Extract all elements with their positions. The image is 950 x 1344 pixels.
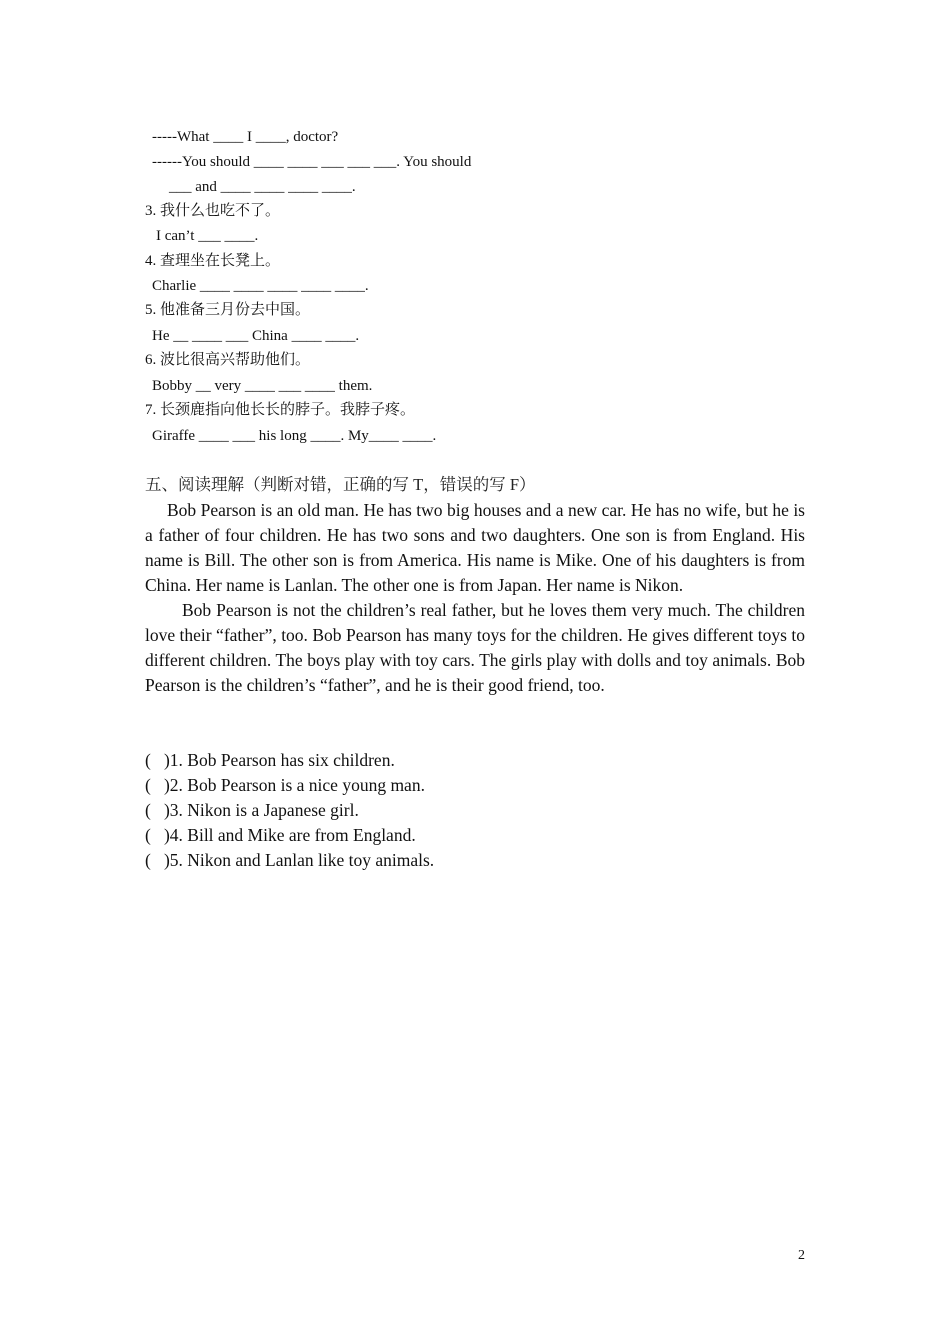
- dialogue-line-you-should: ------You should ____ ____ ___ ___ ___. You should: [152, 154, 472, 170]
- exercise-7-answer: Giraffe ____ ___ his long ____. My____ ____.: [152, 428, 437, 444]
- exercise-3-prompt: 3. 我什么也吃不了。: [145, 203, 281, 219]
- exercise-3-answer: I can’t ___ ____.: [156, 228, 259, 244]
- question-2: ( )2. Bob Pearson is a nice young man.: [145, 775, 425, 795]
- dialogue-line-continuation: ___ and ____ ____ ____ ____.: [169, 179, 356, 195]
- exercise-6-answer: Bobby __ very ____ ___ ____ them.: [152, 378, 373, 394]
- exercise-4-prompt: 4. 查理坐在长凳上。: [145, 253, 281, 269]
- page-number: 2: [798, 1248, 805, 1263]
- dialogue-line-what: -----What ____ I ____, doctor?: [152, 129, 339, 145]
- question-4: ( )4. Bill and Mike are from England.: [145, 825, 416, 845]
- passage-paragraph-1: Bob Pearson is an old man. He has two big houses and a new car. He has no wife, but he is a father of four children. He has two sons and two daughters. One son is from England. His name is Bill. The other son is from America. His name is Mike. One of his daughters is from China. Her name is Lanlan. The other one is from Japan. Her name is Nikon.: [145, 500, 805, 595]
- passage-paragraph-2: Bob Pearson is not the children’s real father, but he loves them very much. The children love their “father”, too. Bob Pearson has many toys for the children. He gives different toys to different children. The boys play with toy cars. The girls play with dolls and toy animals. Bob Pearson is the children’s “father”, and he is their good friend, too.: [145, 600, 805, 695]
- exercise-4-answer: Charlie ____ ____ ____ ____ ____.: [152, 278, 369, 294]
- exercise-5-prompt: 5. 他准备三月份去中国。: [145, 302, 311, 318]
- reading-section-title: 五、阅读理解（判断对错，正确的写 T，错误的写 F）: [145, 475, 536, 494]
- question-3: ( )3. Nikon is a Japanese girl.: [145, 800, 359, 820]
- exercise-7-prompt: 7. 长颈鹿指向他长长的脖子。我脖子疼。: [145, 402, 416, 418]
- question-1: ( )1. Bob Pearson has six children.: [145, 750, 395, 770]
- question-5: ( )5. Nikon and Lanlan like toy animals.: [145, 850, 435, 870]
- reading-passage: [145, 498, 805, 698]
- exercise-5-answer: He __ ____ ___ China ____ ____.: [152, 328, 360, 344]
- exercise-6-prompt: 6. 波比很高兴帮助他们。: [145, 352, 311, 368]
